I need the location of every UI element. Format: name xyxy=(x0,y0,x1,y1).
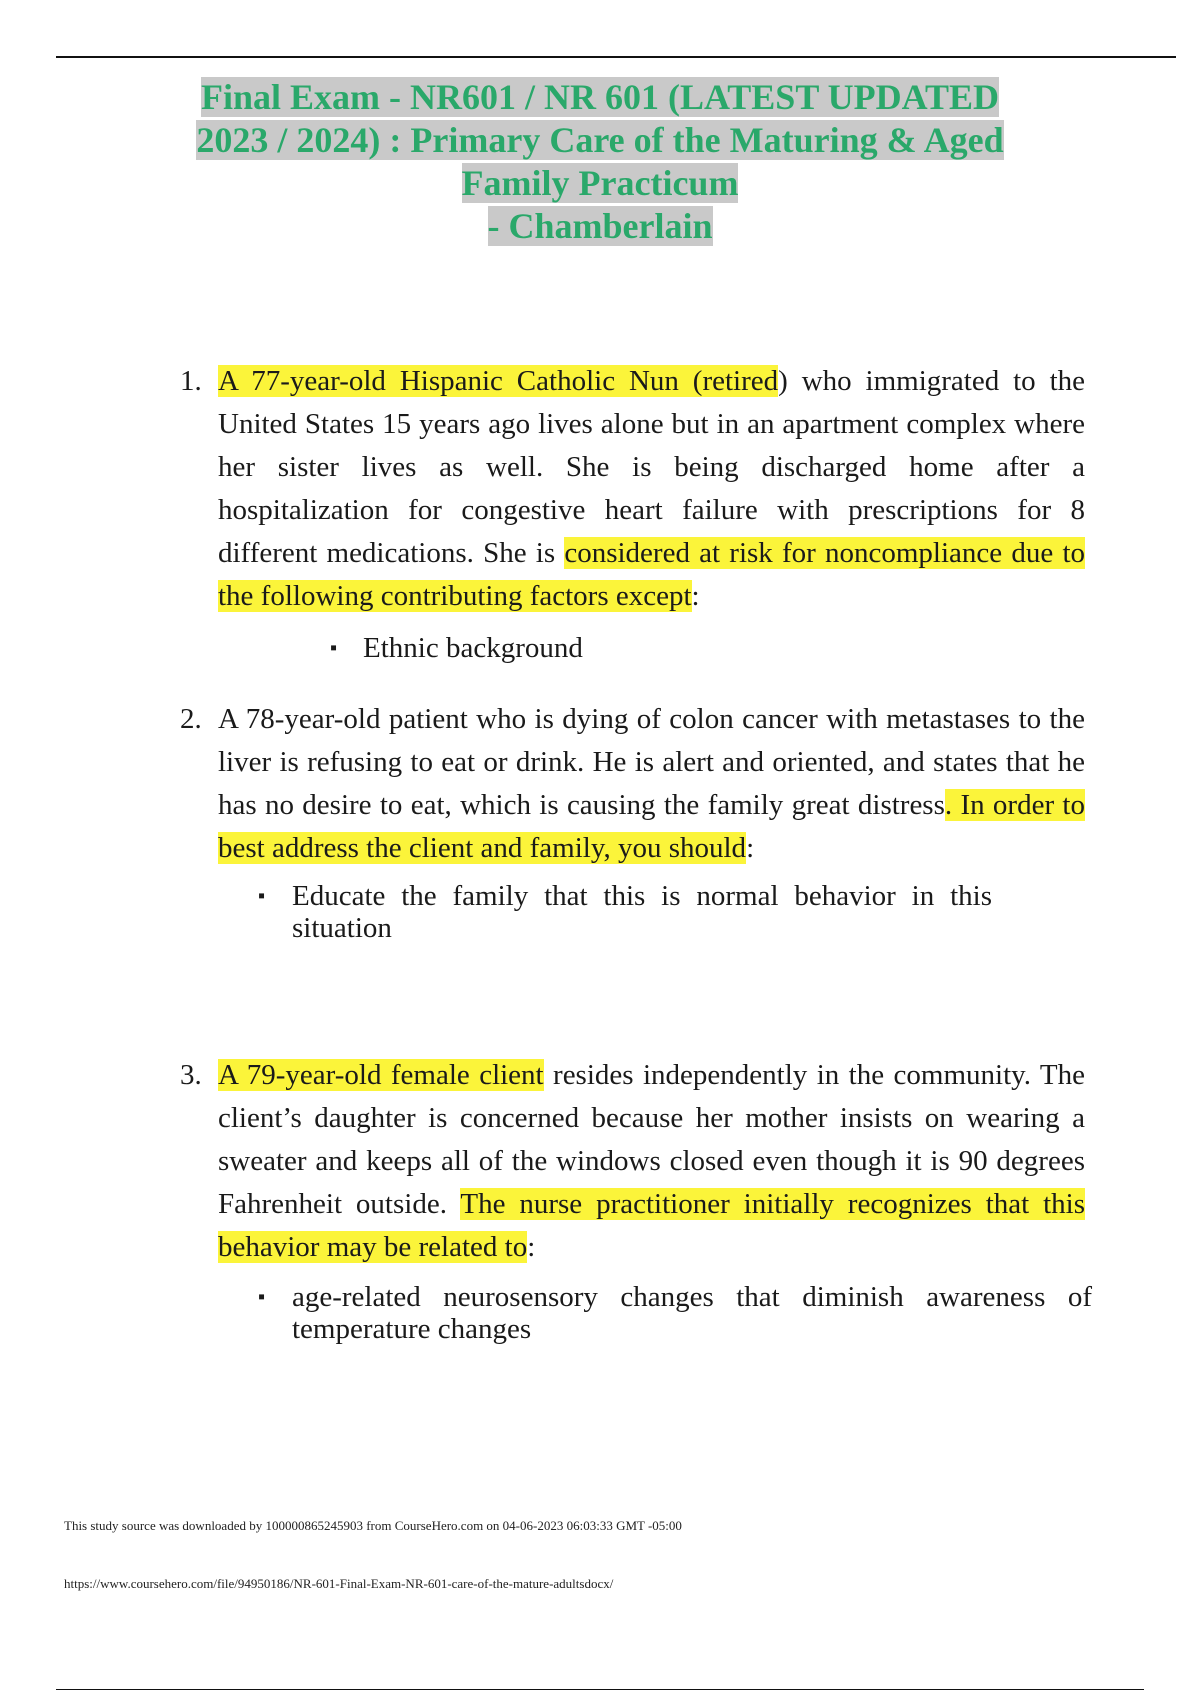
bottom-rule xyxy=(56,1689,1144,1690)
answer-text: age-related neurosensory changes that diminish awareness of temperature changes xyxy=(292,1281,1092,1345)
answer-text: Educate the family that this is normal behavior in this situation xyxy=(292,880,992,944)
answer xyxy=(218,880,992,944)
highlight: A 79-year-old female client xyxy=(218,1059,544,1091)
question-number: 3. xyxy=(180,1059,202,1091)
question-number: 2. xyxy=(180,703,202,735)
title-line-2: 2023 / 2024) : Primary Care of the Maturing & Aged xyxy=(196,120,1004,160)
answer xyxy=(218,632,1085,664)
question-list xyxy=(180,360,1092,1345)
title-line-3: Family Practicum xyxy=(461,163,739,203)
top-rule xyxy=(56,56,1176,58)
source-url[interactable]: https://www.coursehero.com/file/94950186/NR-601-Final-Exam-NR-601-care-of-the-mature-adultsdocx/ xyxy=(64,1576,614,1591)
question-stem xyxy=(218,360,1085,618)
question-number: 1. xyxy=(180,365,202,397)
stem-text: : xyxy=(691,580,700,612)
bullet-icon: ▪ xyxy=(258,1286,266,1308)
question-2 xyxy=(180,698,1085,944)
bullet-icon: ▪ xyxy=(330,637,338,659)
document-title xyxy=(140,76,1060,248)
bullet-icon: ▪ xyxy=(258,885,266,907)
stem-text: resides independently in the community. The client’s daughter is concerned because her mother insists on wearing a sweater and keeps all of the windows closed even though it is 90 degrees Fahrenheit outside. xyxy=(218,1059,1085,1220)
highlight: . In order to best address the client and family, you should xyxy=(218,789,1085,864)
highlight: considered at risk for noncompliance due to the following contributing factors except xyxy=(218,537,1085,612)
stem-text: : xyxy=(527,1231,536,1263)
question-3 xyxy=(180,1054,1092,1345)
stem-text: ) who immigrated to the United States 15 years ago lives alone but in an apartment complex where her sister lives as well. She is being discharged home after a hospitalization for congestive heart failure with prescriptions for 8 different medications. She is xyxy=(218,365,1085,569)
answer xyxy=(218,1281,1092,1345)
stem-text: : xyxy=(746,832,755,864)
download-source-line: This study source was downloaded by 100000865245903 from CourseHero.com on 04-06-2023 06:03:33 GMT -05:00 xyxy=(64,1518,682,1533)
question-1 xyxy=(180,360,1085,664)
question-stem xyxy=(218,698,1085,870)
highlight: The nurse practitioner initially recognizes that this behavior may be related to xyxy=(218,1188,1085,1263)
title-line-1: Final Exam - NR601 / NR 601 (LATEST UPDATED xyxy=(200,77,1000,117)
answer-text: Ethnic background xyxy=(363,632,583,664)
highlight: A 77-year-old Hispanic Catholic Nun (retired xyxy=(218,365,779,397)
title-line-4: - Chamberlain xyxy=(487,206,713,246)
question-stem xyxy=(218,1054,1085,1269)
stem-text: A 78-year-old patient who is dying of colon cancer with metastases to the liver is refusing to eat or drink. He is alert and oriented, and states that he has no desire to eat, which is causing the family great distress xyxy=(218,703,1085,821)
